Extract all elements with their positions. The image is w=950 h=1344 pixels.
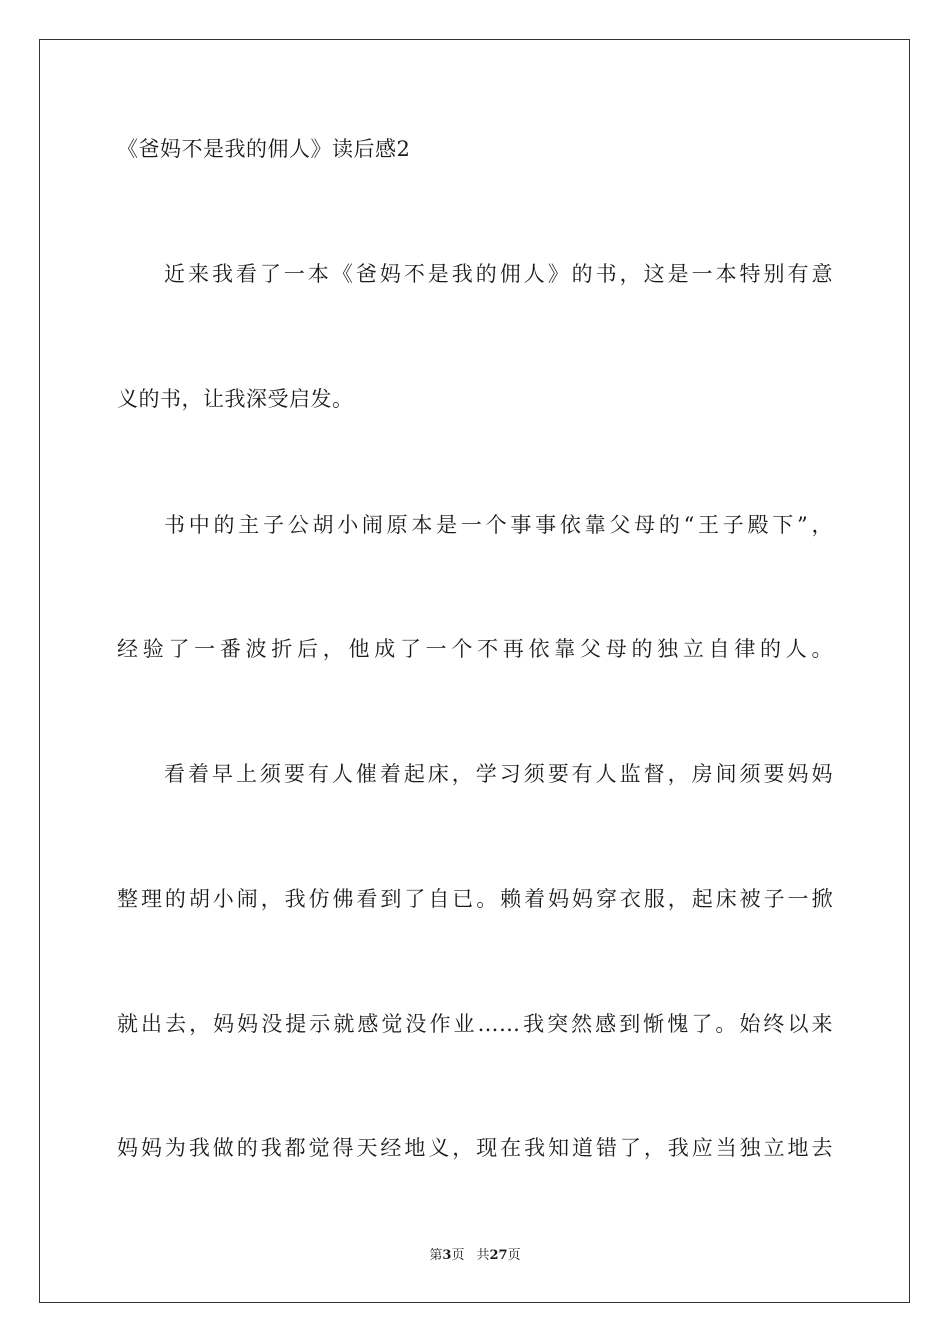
page-footer — [0, 1247, 950, 1265]
paragraph-3-line-4: 妈妈为我做的我都觉得天经地义，现在我知道错了，我应当独立地去 — [117, 1136, 833, 1160]
paragraph-3-line-1: 看着早上须要有人催着起床，学习须要有人监督，房间须要妈妈 — [164, 762, 833, 786]
page-current-number: 3 — [442, 1248, 452, 1263]
page-prefix: 第 — [429, 1248, 443, 1263]
paragraph-3-line-2: 整理的胡小闹，我仿佛看到了自已。赖着妈妈穿衣服，起床被子一掀 — [117, 887, 833, 911]
page-suffix: 页 — [451, 1248, 465, 1263]
page-total-number: 27 — [489, 1248, 508, 1263]
paragraph-1-line-2: 义的书，让我深受启发。 — [117, 387, 354, 411]
paragraph-2-line-2: 经验了一番波折后，他成了一个不再依靠父母的独立自律的人。 — [117, 637, 833, 661]
paragraph-1-line-1: 近来我看了一本《爸妈不是我的佣人》的书，这是一本特别有意 — [164, 262, 833, 286]
document-title: 《爸妈不是我的佣人》读后感2 — [117, 137, 411, 161]
total-prefix: 共 — [476, 1248, 490, 1263]
paragraph-2-line-1: 书中的主子公胡小闹原本是一个事事依靠父母的“王子殿下”， — [164, 513, 833, 537]
total-suffix: 页 — [507, 1248, 521, 1263]
page-border — [39, 39, 910, 1303]
paragraph-3-line-3: 就出去，妈妈没提示就感觉没作业……我突然感到惭愧了。始终以来 — [117, 1012, 833, 1036]
